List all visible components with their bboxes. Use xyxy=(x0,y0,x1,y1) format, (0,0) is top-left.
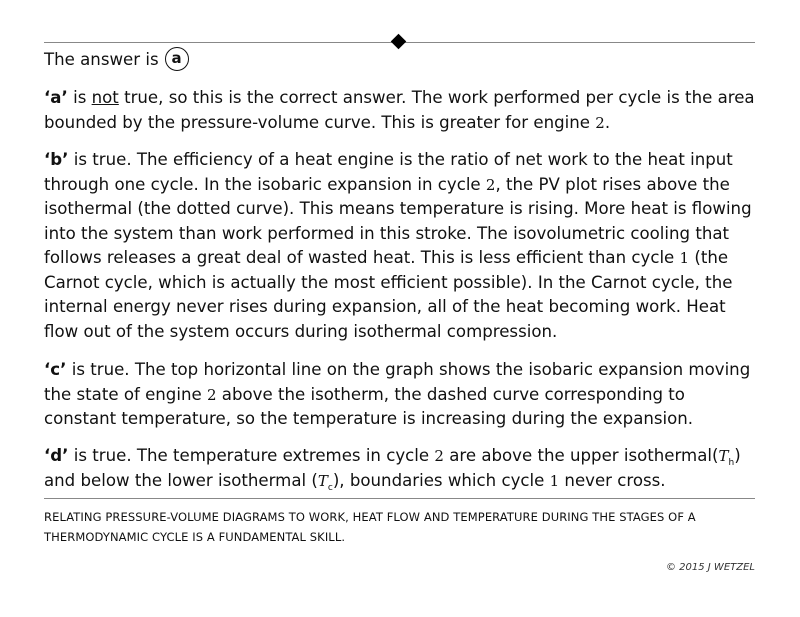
item-d-text: is true. The temperature extremes in cycle xyxy=(68,446,435,465)
answer-circle: a xyxy=(165,47,189,71)
item-a-text: true, so this is the correct answer. The work performed per cycle is the area bounded by the pressure-volume curve. This is greater for engine xyxy=(44,88,755,132)
item-c-label: ‘c’ xyxy=(44,360,67,379)
item-c xyxy=(44,358,759,432)
copyright: © 2015 J WETZEL xyxy=(666,562,755,573)
item-a xyxy=(44,86,759,135)
item-b-text: , the PV plot rises above the isothermal (the dotted curve). This means temperature is rising. More heat is flowing into the system than work performed in this stroke. The isovolumetric cooling that follows releases a great deal of wasted heat. This is less efficient than cycle xyxy=(44,174,752,267)
item-d-subscript: h xyxy=(728,458,735,468)
item-b-text: is true. The efficiency of a heat engine is the ratio of net work to the heat input through one cycle. In the isobaric expansion in cycle xyxy=(44,150,733,194)
item-d-symbol: T xyxy=(718,447,729,465)
item-b-number: 2 xyxy=(485,175,496,194)
bottom-rule xyxy=(44,498,755,499)
item-d-symbol: T xyxy=(317,471,328,490)
item-c-number: 2 xyxy=(206,385,217,404)
item-c-text: is true. The top horizontal line on the graph shows the isobaric expansion moving the state of engine xyxy=(44,360,751,404)
item-a-label: ‘a’ xyxy=(44,88,68,107)
item-d-text: are above the upper isothermal( xyxy=(443,446,719,465)
diamond-ornament-icon xyxy=(391,34,407,50)
item-a-text: is xyxy=(67,88,92,107)
item-c-text: above the isotherm, the dashed curve corresponding to constant temperature, so the temperature is increasing during the expansion. xyxy=(44,384,694,428)
item-a-text: . xyxy=(604,112,611,132)
item-d-number: 1 xyxy=(549,471,560,490)
footer-note: RELATING PRESSURE-VOLUME DIAGRAMS TO WORK, HEAT FLOW AND TEMPERATURE DURING THE STAGES OF A THERMODYNAMIC CYCLE IS A FUNDAMENTAL SKILL. xyxy=(44,510,696,544)
item-a-not: not xyxy=(91,88,119,107)
item-d-text: ) and below the lower isothermal ( xyxy=(44,446,741,490)
item-b xyxy=(44,148,759,344)
answer-prefix: The answer is xyxy=(44,50,159,69)
answer-line xyxy=(44,48,759,73)
item-d-subscript: c xyxy=(327,482,333,493)
item-d-number: 2 xyxy=(434,447,444,465)
item-d-label: ‘d’ xyxy=(44,446,69,465)
item-d-text: ), boundaries which cycle xyxy=(332,470,550,490)
item-d-text: never cross. xyxy=(559,470,666,490)
item-b-text: (the Carnot cycle, which is actually the most efficient possible). In the Carnot cycle, the internal energy never rises during expansion, all of the heat becoming work. Heat flow out of the system occurs during isothermal compression. xyxy=(44,248,733,341)
item-b-number: 1 xyxy=(679,249,690,267)
item-a-number: 2 xyxy=(595,113,605,132)
item-d xyxy=(44,444,759,493)
item-b-label: ‘b’ xyxy=(44,150,69,169)
